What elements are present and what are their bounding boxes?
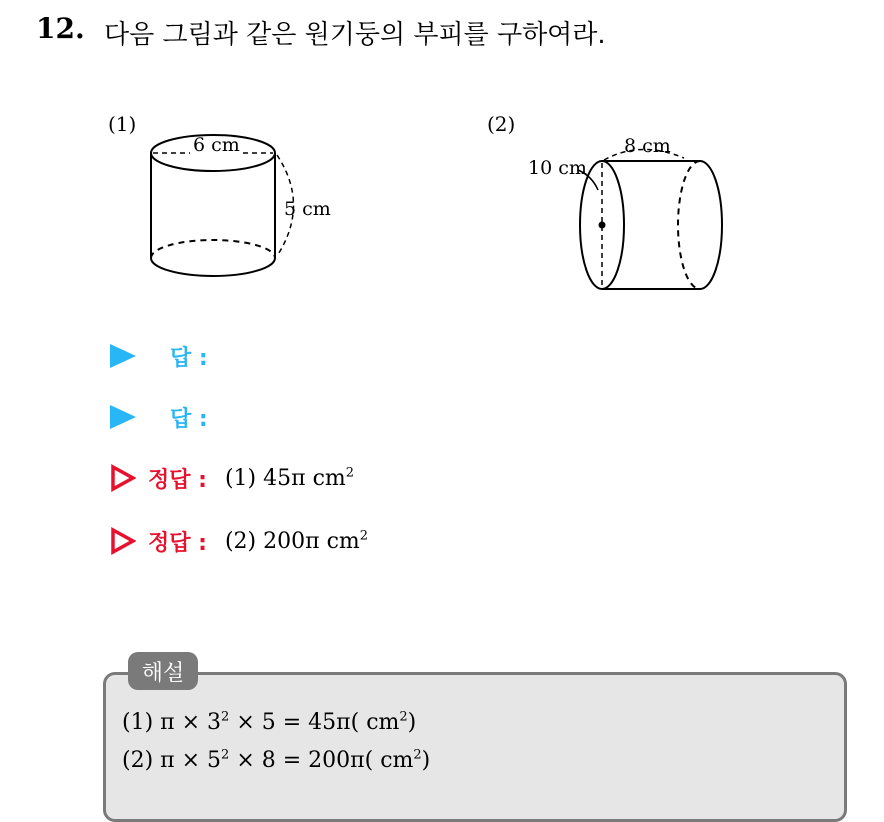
correct-value: (1) 45π $cm^2$	[224, 465, 355, 491]
diameter-label-1: 6 cm	[193, 134, 240, 156]
outline-arrow-icon	[110, 527, 136, 555]
answer-prompt-1	[110, 338, 208, 374]
height-label-1: 5 cm	[284, 198, 331, 220]
answer-prompt-2	[110, 399, 208, 435]
correct-label: 정답 :	[148, 467, 207, 493]
bottom-front-arc	[151, 258, 275, 276]
diameter-label-2: 10 cm	[528, 157, 587, 179]
figure-2-label: (2)	[487, 112, 516, 136]
cylinder-figure-1	[140, 125, 340, 295]
play-arrow-icon	[110, 344, 136, 368]
solution-box	[103, 672, 847, 822]
length-label-2: 8 cm	[624, 135, 671, 157]
solution-line-1: (1) $\pi \times 3^2 \times 5 = 45\pi$( $cm^2$)	[122, 709, 417, 735]
solution-line-2: (2) $\pi \times 5^2 \times 8 = 200\pi$( $cm^2$)	[122, 747, 431, 773]
correct-label: 정답 :	[148, 530, 207, 556]
play-arrow-icon	[110, 405, 136, 429]
answer-label: 답 :	[170, 345, 208, 371]
solution-tag: 해설	[128, 652, 198, 690]
correct-answer-1	[110, 460, 354, 496]
correct-answer-2	[110, 523, 368, 559]
bottom-back-arc	[151, 240, 275, 258]
figure-1-label: (1)	[108, 112, 137, 136]
correct-value: (2) 200π $cm^2$	[224, 528, 369, 554]
right-front-arc	[700, 161, 722, 289]
answer-label: 답 :	[170, 406, 208, 432]
center-dot	[599, 222, 606, 229]
question-number: 12.	[36, 12, 85, 45]
outline-arrow-icon	[110, 464, 136, 492]
right-back-arc	[678, 161, 700, 289]
question-text: 다음 그림과 같은 원기둥의 부피를 구하여라.	[104, 20, 606, 50]
cylinder-figure-2	[520, 128, 740, 298]
